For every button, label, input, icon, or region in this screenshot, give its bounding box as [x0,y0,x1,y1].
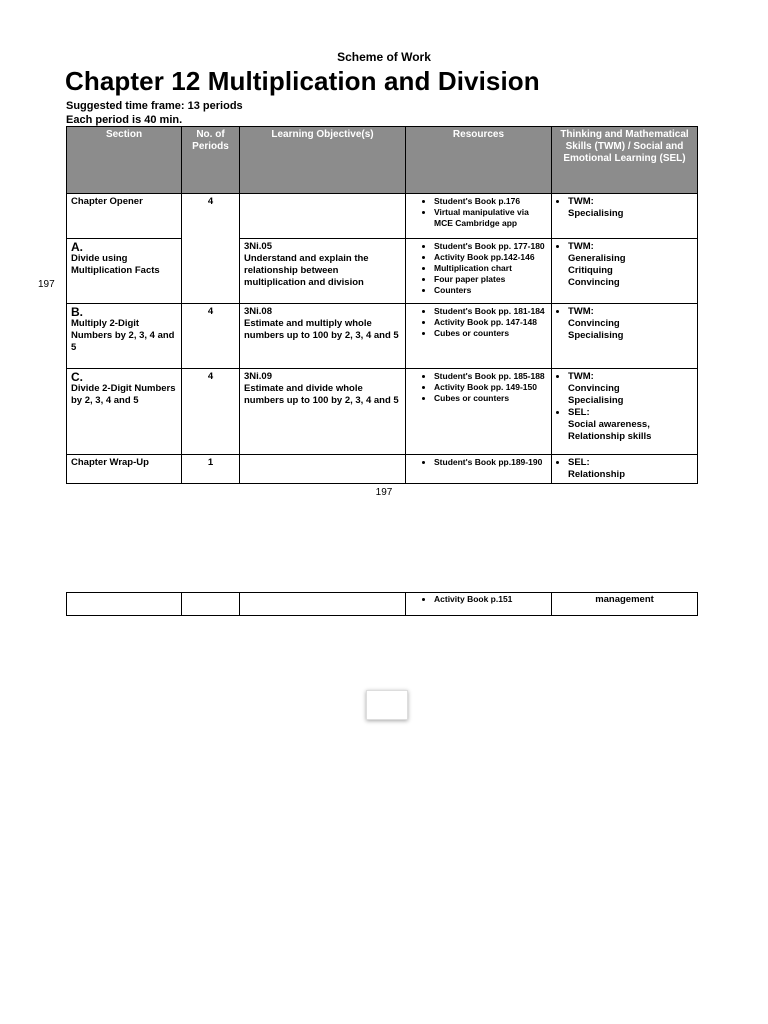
section-name: Divide 2-Digit Numbers by 2, 3, 4 and 5 [71,383,176,406]
page-number: 197 [375,487,393,498]
scheme-table [66,126,698,484]
resource-item: • Activity Book p.151 [434,594,547,605]
resource-item: • Student's Book pp.189-190 [434,457,547,468]
table-row [67,455,698,484]
col-header-skills: Thinking and Mathematical Skills (TWM) / Social and Emotional Learning (SEL) [552,127,698,194]
objective-cell [240,593,406,616]
skills-cell [552,304,698,369]
skill-item: Specialising [568,395,624,406]
resources-cell [406,455,552,484]
section-cell [67,194,182,239]
resources-cell [406,304,552,369]
skill-group [568,371,693,407]
section-cell [67,455,182,484]
skill-item: Convincing [568,383,620,394]
resource-item: • Student's Book pp. 185-188 [434,371,547,382]
objective-code: 3Ni.09 [244,371,272,382]
resource-item: • Student's Book pp. 177-180 [434,241,547,252]
skill-group [568,306,693,342]
resource-item: • Activity Book pp. 149-150 [434,382,547,393]
col-header-resources: Resources [406,127,552,194]
objective-cell [240,239,406,304]
skill-label: TWM: [568,196,594,207]
col-header-periods: No. of Periods [182,127,240,194]
table-row [67,304,698,369]
skill-group [568,196,693,220]
skills-cell [552,369,698,455]
skill-item: Convincing [568,318,620,329]
resource-item: • Activity Book pp.142-146 [434,252,547,263]
periods-cell: 4 [182,304,240,369]
periods-cell: 1 [182,455,240,484]
resources-cell [406,593,552,616]
skill-group [568,457,693,481]
doc-heading: Scheme of Work [337,50,431,64]
resource-item: • Student's Book pp. 181-184 [434,306,547,317]
skill-label: SEL: [568,407,590,418]
section-name: Multiply 2-Digit Numbers by 2, 3, 4 and 5 [71,318,175,353]
resource-item: • Counters [434,285,547,296]
col-header-objectives: Learning Objective(s) [240,127,406,194]
blank-thumbnail [366,690,408,720]
skill-item: Social awareness, [568,419,650,430]
periods-cell: 4 [182,194,240,304]
skill-item: Convincing [568,277,620,288]
skill-label: TWM: [568,371,594,382]
table-row [67,593,698,616]
section-letter: C. [71,370,83,384]
time-frame: Suggested time frame: 13 periods [66,100,243,112]
skills-cell: management [552,593,698,616]
side-page-number: 197 [38,279,55,290]
objective-cell [240,304,406,369]
objective-code: 3Ni.05 [244,241,272,252]
section-letter: A. [71,240,83,254]
section-name: Chapter Wrap-Up [71,457,149,468]
objective-text: Understand and explain the relationship between multiplication and division [244,253,369,288]
resources-cell [406,369,552,455]
skill-item: Generalising [568,253,626,264]
section-name: Divide using Multiplication Facts [71,253,160,276]
table-row [67,194,698,239]
resource-item: • Multiplication chart [434,263,547,274]
skill-item: Specialising [568,208,624,219]
skill-item: Critiquing [568,265,613,276]
period-length: Each period is 40 min. [66,114,183,126]
objective-cell [240,369,406,455]
skill-label: TWM: [568,306,594,317]
resource-item: • Student's Book p.176 [434,196,547,207]
skills-cell [552,239,698,304]
periods-cell: 4 [182,369,240,455]
skill-group [568,241,693,289]
skill-group [568,407,693,443]
skill-item: Relationship skills [568,431,652,442]
section-name: Chapter Opener [71,196,143,207]
skill-label: SEL: [568,457,590,468]
objective-cell [240,194,406,239]
chapter-title: Chapter 12 Multiplication and Division [65,66,540,96]
col-header-section: Section [67,127,182,194]
periods-cell [182,593,240,616]
table-row [67,369,698,455]
resources-cell [406,239,552,304]
skill-item: Specialising [568,330,624,341]
objective-text: Estimate and divide whole numbers up to 100 by 2, 3, 4 and 5 [244,383,399,406]
section-letter: B. [71,305,83,319]
resource-item: • Cubes or counters [434,328,547,339]
skills-cell [552,455,698,484]
objective-cell [240,455,406,484]
continuation-table [66,592,698,616]
resource-item: • Activity Book pp. 147-148 [434,317,547,328]
section-cell [67,304,182,369]
section-cell [67,239,182,304]
resource-item: • Four paper plates [434,274,547,285]
resource-item: • Cubes or counters [434,393,547,404]
skills-cell [552,194,698,239]
resources-cell [406,194,552,239]
objective-text: Estimate and multiply whole numbers up to 100 by 2, 3, 4 and 5 [244,318,399,341]
section-cell [67,593,182,616]
section-cell [67,369,182,455]
resource-item: • Virtual manipulative via MCE Cambridge app [434,207,547,229]
skill-item: Relationship [568,469,626,480]
table-row [67,239,698,304]
skill-label: TWM: [568,241,594,252]
objective-code: 3Ni.08 [244,306,272,317]
